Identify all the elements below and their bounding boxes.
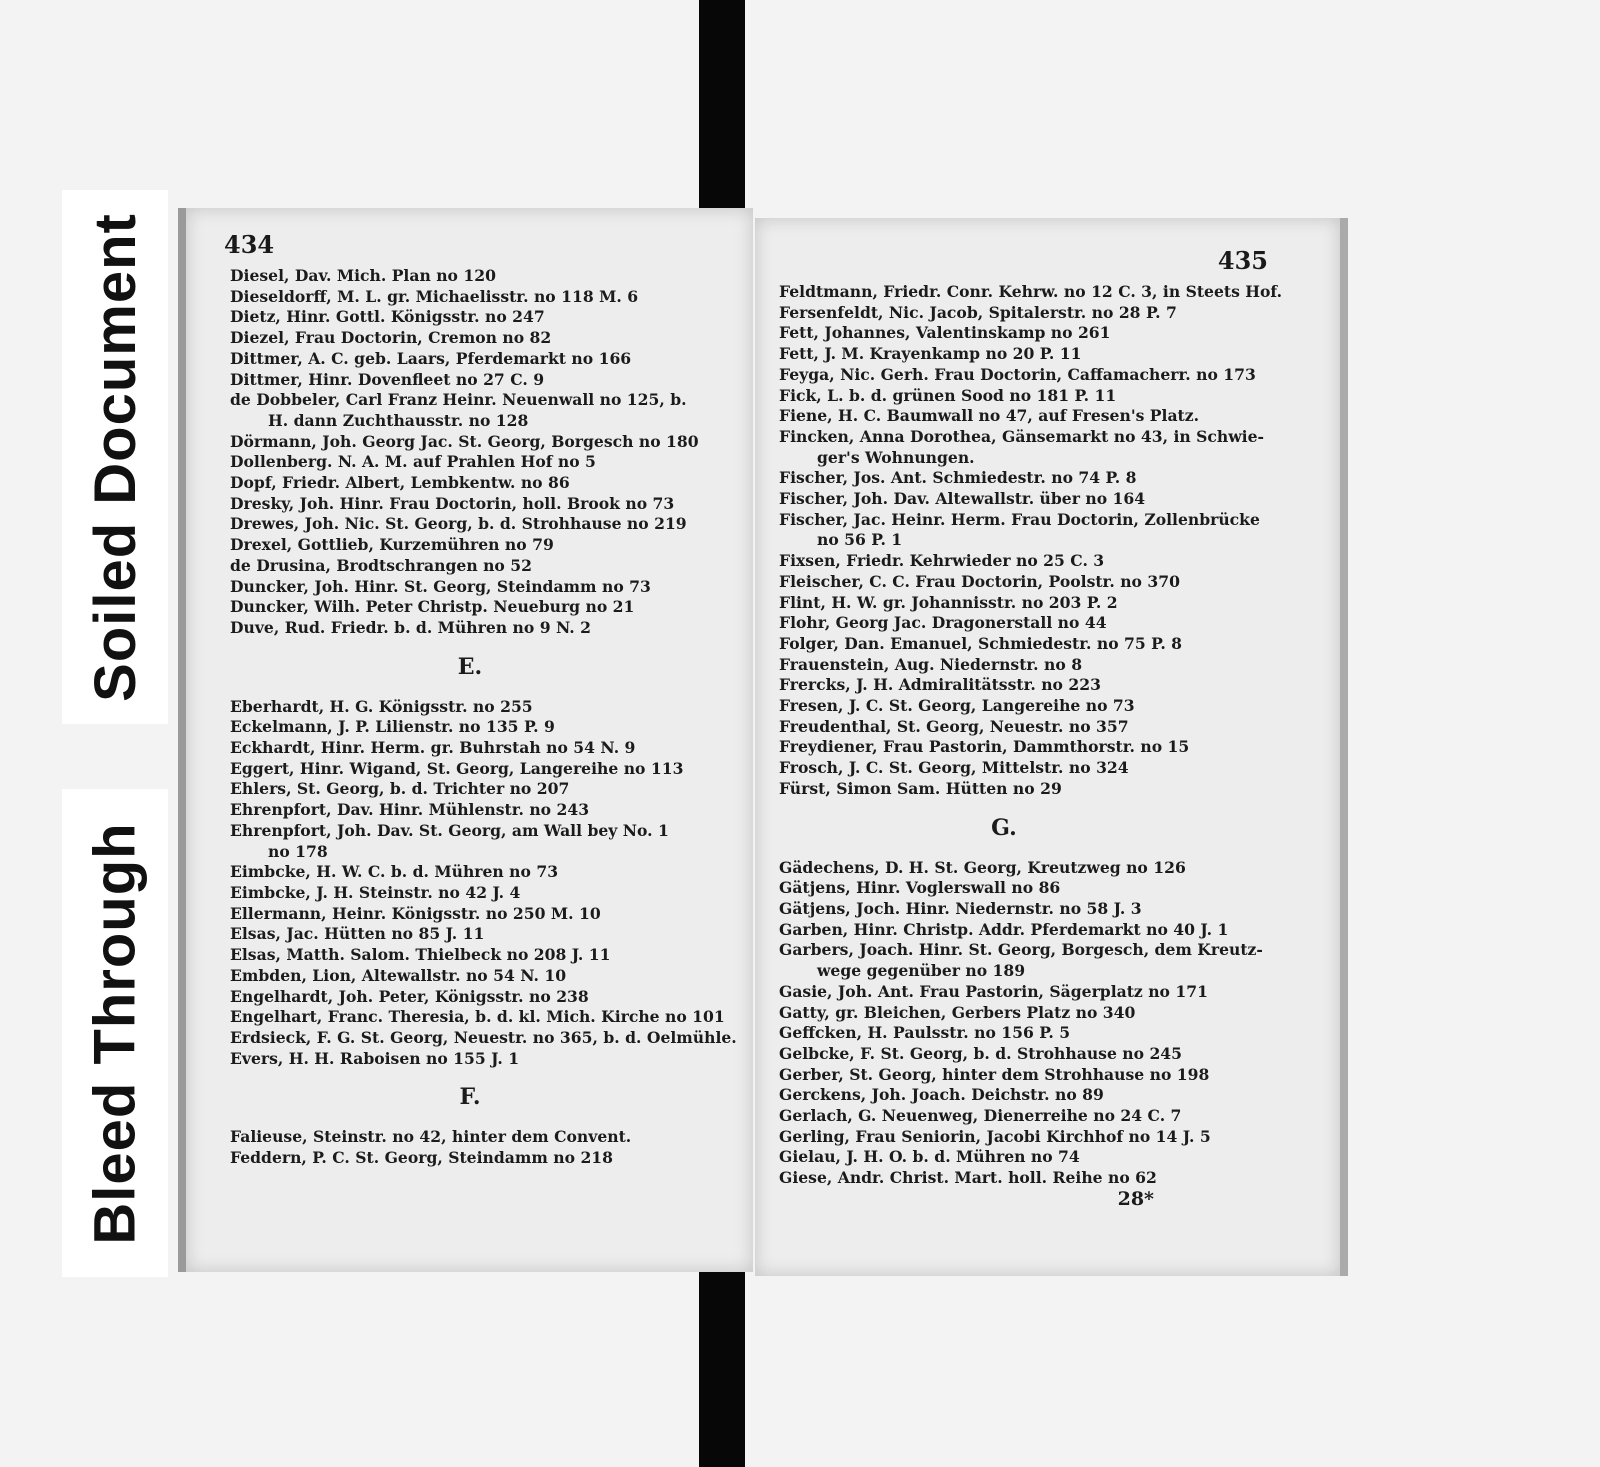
directory-entry: Dieseldorff, M. L. gr. Michaelisstr. no 118 M. 6: [230, 286, 639, 306]
signature-mark: 28*: [1117, 1187, 1154, 1210]
directory-entry: Fett, Johannes, Valentinskamp no 261: [779, 323, 1111, 343]
directory-entry: Gasie, Joh. Ant. Frau Pastorin, Sägerplatz no 171: [779, 981, 1208, 1001]
directory-entry: Gelbcke, F. St. Georg, b. d. Strohhause no 245: [779, 1043, 1183, 1063]
soiled-document-label: [62, 190, 168, 724]
directory-entry: Gerckens, Joh. Joach. Deichstr. no 89: [779, 1085, 1104, 1105]
directory-entry: Falieuse, Steinstr. no 42, hinter dem Convent.: [230, 1127, 632, 1147]
directory-entry: Duve, Rud. Friedr. b. d. Mühren no 9 N. 2: [230, 617, 591, 637]
left-page: [178, 208, 753, 1272]
directory-entry: Dresky, Joh. Hinr. Frau Doctorin, holl. Brook no 73: [230, 493, 675, 513]
directory-entry: Elsas, Jac. Hütten no 85 J. 11: [230, 924, 485, 944]
bleed-through-label: [62, 789, 168, 1277]
directory-entry: Duncker, Joh. Hinr. St. Georg, Steindamm no 73: [230, 576, 651, 596]
section-d-entries: [230, 266, 750, 639]
left-page-number: 434: [224, 230, 275, 259]
directory-entry: H. dann Zuchthausstr. no 128: [268, 410, 529, 430]
directory-entry: Ehrenpfort, Joh. Dav. St. Georg, am Wall bey No. 1: [230, 820, 669, 840]
directory-entry: Ellermann, Heinr. Königsstr. no 250 M. 10: [230, 903, 601, 923]
section-e-heading: E.: [457, 653, 483, 680]
directory-entry: Fleischer, C. C. Frau Doctorin, Poolstr. no 370: [779, 571, 1180, 591]
directory-entry: Gerber, St. Georg, hinter dem Strohhause no 198: [779, 1064, 1210, 1084]
directory-entry: Embden, Lion, Altewallstr. no 54 N. 10: [230, 965, 567, 985]
directory-entry: Evers, H. H. Raboisen no 155 J. 1: [230, 1048, 520, 1068]
directory-entry: Fischer, Joh. Dav. Altewallstr. über no 164: [779, 489, 1146, 509]
directory-entry: Feldtmann, Friedr. Conr. Kehrw. no 12 C. 3, in Steets Hof.: [779, 282, 1283, 301]
directory-entry: Garbers, Joach. Hinr. St. Georg, Borgesch, dem Kreutz-: [779, 940, 1263, 960]
directory-entry: Dörmann, Joh. Georg Jac. St. Georg, Borgesch no 180: [230, 431, 699, 451]
directory-entry: Diezel, Frau Doctorin, Cremon no 82: [230, 328, 552, 348]
directory-entry: Giese, Andr. Christ. Mart. holl. Reihe no 62: [779, 1168, 1157, 1188]
directory-entry: Gerling, Frau Seniorin, Jacobi Kirchhof no 14 J. 5: [779, 1126, 1211, 1146]
directory-entry: no 178: [268, 841, 328, 861]
directory-entry: Feyga, Nic. Gerh. Frau Doctorin, Caffamacherr. no 173: [779, 364, 1256, 384]
directory-entry: Dopf, Friedr. Albert, Lembkentw. no 86: [230, 473, 570, 493]
directory-entry: Elsas, Matth. Salom. Thielbeck no 208 J. 11: [230, 945, 611, 965]
directory-entry: ger's Wohnungen.: [817, 447, 975, 467]
right-page-entries: [779, 282, 1319, 1210]
directory-entry: Diesel, Dav. Mich. Plan no 120: [230, 266, 496, 285]
directory-entry: Dittmer, A. C. geb. Laars, Pferdemarkt no 166: [230, 348, 632, 368]
directory-entry: Gädechens, D. H. St. Georg, Kreutzweg no 126: [779, 857, 1186, 877]
directory-entry: no 56 P. 1: [817, 530, 903, 550]
section-e-entries: [230, 697, 750, 1070]
section-g-heading: G.: [991, 814, 1017, 841]
directory-entry: Freydiener, Frau Pastorin, Dammthorstr. no 15: [779, 737, 1190, 757]
directory-entry: Eckhardt, Hinr. Herm. gr. Buhrstah no 54 N. 9: [230, 738, 636, 758]
directory-entry: Fersenfeldt, Nic. Jacob, Spitalerstr. no 28 P. 7: [779, 302, 1177, 322]
directory-entry: Erdsieck, F. G. St. Georg, Neuestr. no 365, b. d. Oelmühle.: [230, 1027, 737, 1047]
directory-entry: Flint, H. W. gr. Johannisstr. no 203 P. 2: [779, 592, 1118, 612]
directory-entry: Eberhardt, H. G. Königsstr. no 255: [230, 696, 533, 716]
directory-entry: Ehrenpfort, Dav. Hinr. Mühlenstr. no 243: [230, 800, 590, 820]
right-page-number: 435: [1217, 246, 1268, 275]
directory-entry: Drewes, Joh. Nic. St. Georg, b. d. Strohhause no 219: [230, 514, 687, 534]
directory-entry: Eckelmann, J. P. Lilienstr. no 135 P. 9: [230, 717, 555, 737]
directory-entry: Duncker, Wilh. Peter Christp. Neueburg no 21: [230, 597, 635, 617]
directory-entry: Engelhardt, Joh. Peter, Königsstr. no 238: [230, 986, 589, 1006]
directory-entry: Freudenthal, St. Georg, Neuestr. no 357: [779, 716, 1129, 736]
directory-entry: Frosch, J. C. St. Georg, Mittelstr. no 324: [779, 758, 1129, 778]
directory-entry: Eimbcke, H. W. C. b. d. Mühren no 73: [230, 862, 559, 882]
directory-entry: Geffcken, H. Paulsstr. no 156 P. 5: [779, 1023, 1071, 1043]
directory-entry: Dollenberg. N. A. M. auf Prahlen Hof no 5: [230, 452, 596, 472]
directory-entry: Fürst, Simon Sam. Hütten no 29: [779, 778, 1062, 798]
directory-entry: Fischer, Jos. Ant. Schmiedestr. no 74 P. 8: [779, 468, 1137, 488]
left-page-entries: [230, 266, 750, 1169]
directory-entry: Dittmer, Hinr. Dovenfleet no 27 C. 9: [230, 369, 545, 389]
directory-entry: Fincken, Anna Dorothea, Gänsemarkt no 43, in Schwie-: [779, 426, 1264, 446]
section-f-heading: F.: [459, 1084, 481, 1111]
directory-entry: Drexel, Gottlieb, Kurzemühren no 79: [230, 535, 554, 555]
section-f-entries-right: [779, 282, 1319, 800]
directory-entry: Ehlers, St. Georg, b. d. Trichter no 207: [230, 779, 570, 799]
directory-entry: Frercks, J. H. Admiralitätsstr. no 223: [779, 675, 1101, 695]
bleed-through-label-text: Bleed Through: [82, 821, 148, 1245]
directory-entry: Fixsen, Friedr. Kehrwieder no 25 C. 3: [779, 551, 1105, 571]
directory-entry: Engelhart, Franc. Theresia, b. d. kl. Mich. Kirche no 101: [230, 1007, 725, 1027]
section-g-entries: [779, 858, 1319, 1189]
right-page: [755, 218, 1348, 1276]
directory-entry: Feddern, P. C. St. Georg, Steindamm no 218: [230, 1148, 614, 1168]
directory-entry: de Drusina, Brodtschrangen no 52: [230, 555, 532, 575]
directory-entry: Gatty, gr. Bleichen, Gerbers Platz no 340: [779, 1002, 1136, 1022]
directory-entry: Dietz, Hinr. Gottl. Königsstr. no 247: [230, 307, 545, 327]
directory-entry: Fett, J. M. Krayenkamp no 20 P. 11: [779, 344, 1082, 364]
directory-entry: Gätjens, Hinr. Voglerswall no 86: [779, 878, 1061, 898]
directory-entry: Fiene, H. C. Baumwall no 47, auf Fresen's Platz.: [779, 406, 1200, 426]
directory-entry: Frauenstein, Aug. Niedernstr. no 8: [779, 654, 1083, 674]
directory-entry: Gerlach, G. Neuenweg, Dienerreihe no 24 C. 7: [779, 1106, 1182, 1126]
directory-entry: wege gegenüber no 189: [817, 961, 1026, 981]
directory-entry: Gielau, J. H. O. b. d. Mühren no 74: [779, 1147, 1080, 1167]
directory-entry: Garben, Hinr. Christp. Addr. Pferdemarkt no 40 J. 1: [779, 919, 1229, 939]
directory-entry: Fick, L. b. d. grünen Sood no 181 P. 11: [779, 385, 1117, 405]
directory-entry: Fresen, J. C. St. Georg, Langereihe no 73: [779, 696, 1135, 716]
directory-entry: Eggert, Hinr. Wigand, St. Georg, Langereihe no 113: [230, 758, 684, 778]
soiled-document-label-text: Soiled Document: [82, 212, 148, 702]
directory-entry: Flohr, Georg Jac. Dragonerstall no 44: [779, 613, 1107, 633]
directory-entry: de Dobbeler, Carl Franz Heinr. Neuenwall no 125, b.: [230, 390, 687, 410]
directory-entry: Eimbcke, J. H. Steinstr. no 42 J. 4: [230, 882, 521, 902]
directory-entry: Folger, Dan. Emanuel, Schmiedestr. no 75 P. 8: [779, 633, 1183, 653]
section-f-entries-left: [230, 1127, 750, 1168]
directory-entry: Fischer, Jac. Heinr. Herm. Frau Doctorin, Zollenbrücke: [779, 509, 1260, 529]
directory-entry: Gätjens, Joch. Hinr. Niedernstr. no 58 J. 3: [779, 898, 1142, 918]
